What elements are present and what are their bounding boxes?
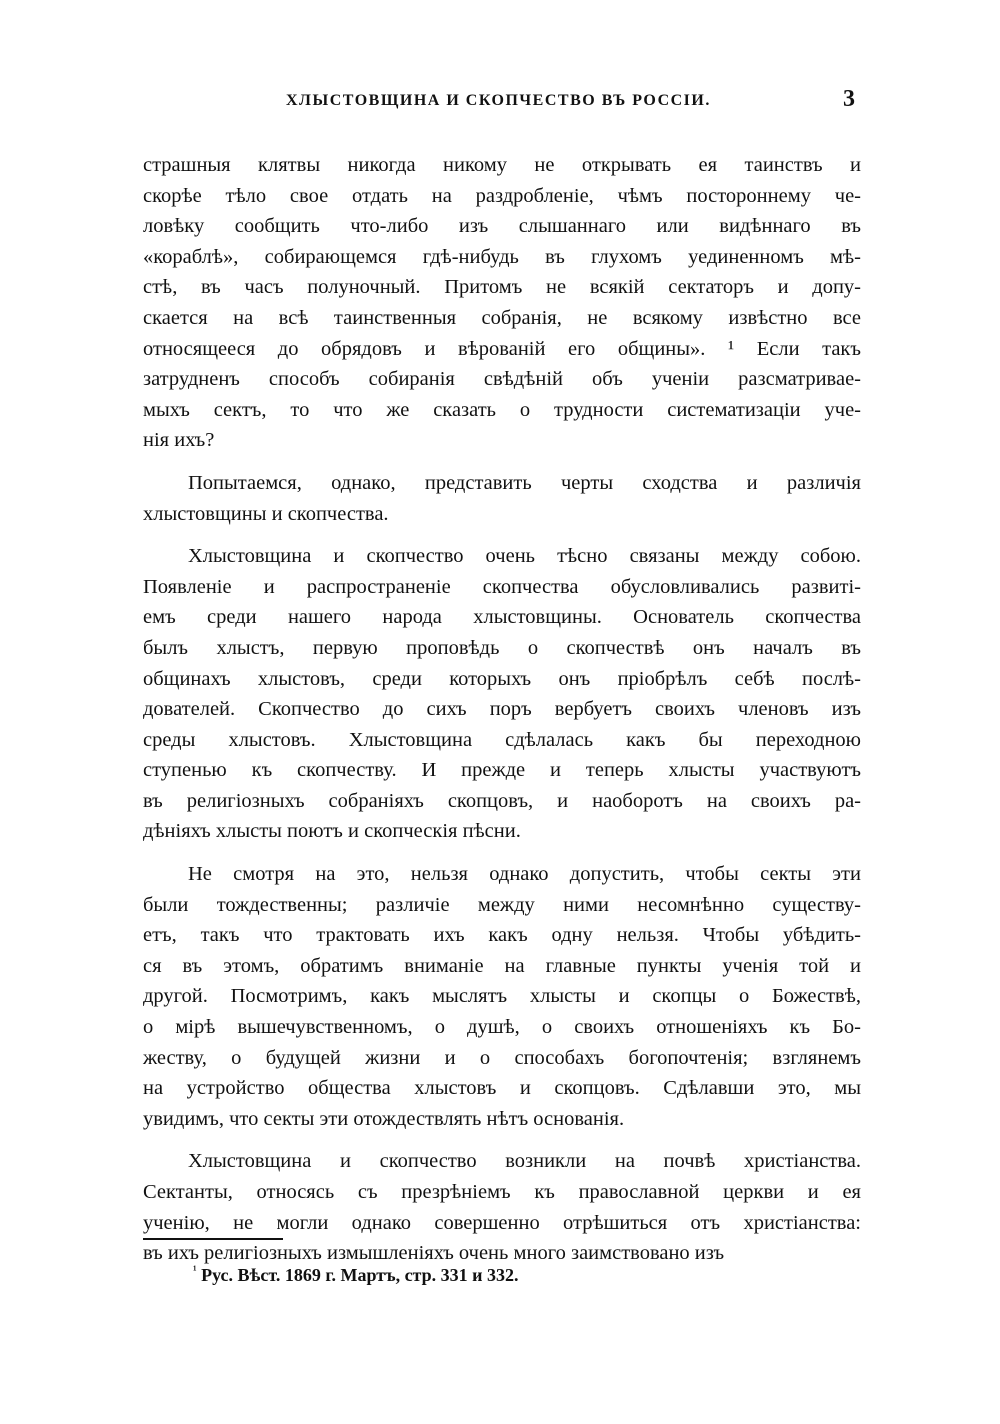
text-line: «кораблѣ», собирающемся гдѣ-нибудь въ глухомъ уединенномъ мѣ- [143, 245, 861, 268]
running-head: ХЛЫСТОВЩИНА И СКОПЧЕСТВО ВЪ РОССІИ. [286, 92, 711, 109]
text-line: Не смотря на это, нельзя однако допустить, чтобы секты эти [188, 863, 861, 886]
text-line: Хлыстовщина и скопчество возникли на почвѣ христіанства. [188, 1150, 861, 1173]
text-line: ловѣку сообщить что-либо изъ слышаннаго или видѣннаго въ [143, 215, 861, 238]
text-line: ученію, не могли однако совершенно отрѣшиться отъ христіанства: [143, 1211, 861, 1234]
text-line: жеству, о будущей жизни и о способахъ богопочтенія; взглянемъ [143, 1046, 861, 1069]
paragraph [143, 150, 861, 456]
paragraph [143, 1146, 861, 1268]
text-line: Хлыстовщина и скопчество очень тѣсно связаны между собою. [188, 545, 861, 568]
text-line: скается на всѣ таинственныя собранія, не всякому извѣстно все [143, 306, 861, 329]
text-line: дѣніяхъ хлысты поютъ и скопческія пѣсни. [143, 820, 521, 843]
text-line: затрудненъ способъ собиранія свѣдѣній объ ученіи разсматривае- [143, 368, 861, 391]
text-line: былъ хлыстъ, первую проповѣдь о скопчествѣ онъ началъ въ [143, 636, 861, 659]
body-text [143, 150, 861, 1269]
text-line: скорѣе тѣло свое отдать на раздробленіе, чѣмъ постороннему че- [143, 184, 861, 207]
footnote-mark: ¹ [193, 1263, 197, 1277]
text-line: въ ихъ религіозныхъ измышленіяхъ очень много заимствовано изъ [143, 1242, 725, 1265]
paragraph-gap [143, 847, 861, 859]
footnote-divider [143, 1238, 283, 1240]
paragraph [143, 541, 861, 847]
paragraph [143, 468, 861, 529]
text-line: увидимъ, что секты эти отождествлять нѣтъ основанія. [143, 1107, 625, 1130]
page-header [0, 86, 1000, 120]
text-line: дователей. Скопчество до сихъ поръ вербуетъ своихъ членовъ изъ [143, 698, 861, 721]
page-number: 3 [843, 86, 855, 112]
text-line: въ религіозныхъ собраніяхъ скопцовъ, и наоборотъ на своихъ ра- [143, 789, 861, 812]
text-line: емъ среди нашего народа хлыстовщины. Основатель скопчества [143, 606, 861, 629]
text-line: были тождественны; различіе между ними несомнѣнно существу- [143, 893, 861, 916]
text-line: среды хлыстовъ. Хлыстовщина сдѣлалась какъ бы переходною [143, 728, 861, 751]
text-line: ся въ этомъ, обратимъ вниманіе на главные пункты ученія той и [143, 954, 861, 977]
text-line: страшныя клятвы никогда никому не открывать ея таинствъ и [143, 154, 861, 176]
paragraph-gap [143, 456, 861, 468]
paragraph-gap [143, 1134, 861, 1146]
footnote [193, 1263, 519, 1286]
text-line: о мірѣ вышечувственномъ, о душѣ, о своихъ отношеніяхъ къ Бо- [143, 1016, 861, 1039]
text-line: стѣ, въ часъ полуночный. Притомъ не всякій сектаторъ и допу- [143, 276, 861, 299]
text-line: мыхъ сектъ, то что же сказать о трудности систематизаціи уче- [143, 398, 861, 421]
text-line: етъ, такъ что трактовать ихъ какъ одну нельзя. Чтобы убѣдить- [143, 924, 861, 947]
text-line: другой. Посмотримъ, какъ мыслятъ хлысты и скопцы о Божествѣ, [143, 985, 861, 1008]
paragraph [143, 859, 861, 1134]
text-line: хлыстовщины и скопчества. [143, 502, 389, 525]
text-line: ступенью къ скопчеству. И прежде и теперь хлысты участвуютъ [143, 759, 861, 782]
text-line: Появленіе и распространеніе скопчества обусловливались развиті- [143, 575, 861, 598]
paragraph-gap [143, 529, 861, 541]
footnote-text: Рус. Вѣст. 1869 г. Мартъ, стр. 331 и 332. [201, 1265, 519, 1285]
text-line: нія ихъ? [143, 429, 215, 452]
text-line: общинахъ хлыстовъ, среди которыхъ онъ пріобрѣлъ себѣ послѣ- [143, 667, 861, 690]
text-line: относящееся до обрядовъ и вѣрованій его общины». ¹ Если такъ [143, 337, 861, 360]
text-line: Сектанты, относясь съ презрѣніемъ къ православной церкви и ея [143, 1181, 861, 1203]
text-line: на устройство общества хлыстовъ и скопцовъ. Сдѣлавши это, мы [143, 1077, 861, 1100]
text-line: Попытаемся, однако, представить черты сходства и различія [188, 471, 861, 494]
